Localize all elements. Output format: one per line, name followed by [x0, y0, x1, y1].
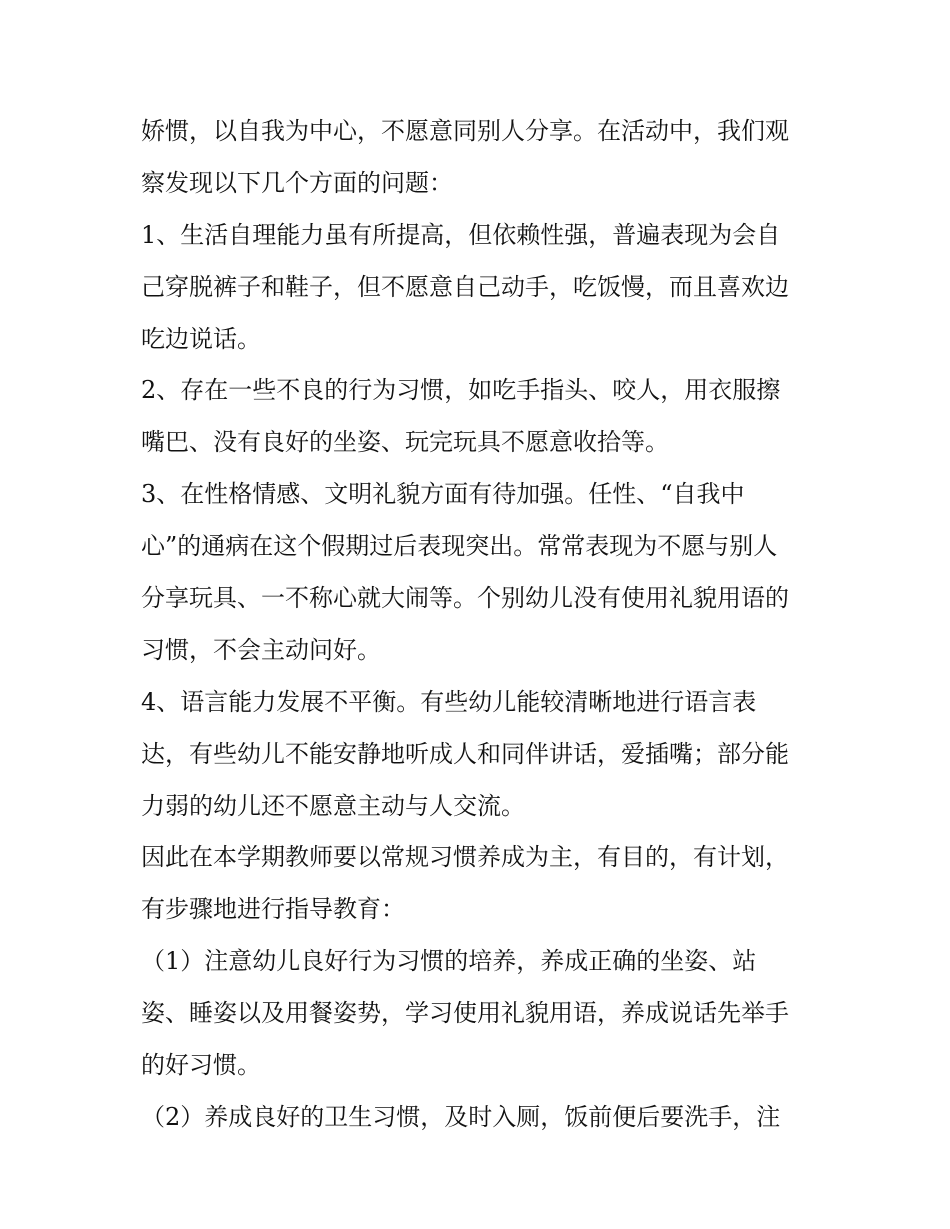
- text-line: （2）养成良好的卫生习惯，及时入厕，饭前便后要洗手，注: [141, 1102, 781, 1131]
- text-line: 1、生活自理能力虽有所提高，但依赖性强，普遍表现为会自: [141, 220, 781, 249]
- text-line: 姿、睡姿以及用餐姿势，学习使用礼貌用语，养成说话先举手: [141, 999, 789, 1028]
- text-line: 有步骤地进行指导教育：: [141, 895, 405, 924]
- text-line: 己穿脱裤子和鞋子，但不愿意自己动手，吃饭慢，而且喜欢边: [141, 272, 789, 301]
- text-line: 娇惯，以自我为中心，不愿意同别人分享。在活动中，我们观: [141, 117, 789, 145]
- text-line: 达，有些幼儿不能安静地听成人和同伴讲话，爱插嘴；部分能: [141, 739, 789, 768]
- text-line: 的好习惯。: [141, 1051, 261, 1080]
- text-line: 察发现以下几个方面的问题：: [141, 168, 453, 197]
- text-line: 因此在本学期教师要以常规习惯养成为主，有目的，有计划，: [141, 843, 789, 872]
- text-line: 习惯，不会主动问好。: [141, 635, 381, 664]
- text-line: 4、语言能力发展不平衡。有些幼儿能较清晰地进行语言表: [141, 687, 757, 716]
- text-line: 2、存在一些不良的行为习惯，如吃手指头、咬人，用衣服擦: [141, 376, 781, 405]
- text-line: 3、在性格情感、文明礼貌方面有待加强。任性、“自我中: [141, 480, 745, 509]
- text-line: （1）注意幼儿良好行为习惯的培养，养成正确的坐姿、站: [141, 947, 757, 976]
- text-line: 嘴巴、没有良好的坐姿、玩完玩具不愿意收拾等。: [141, 428, 669, 457]
- document-body: [141, 106, 821, 1144]
- text-line: 吃边说话。: [141, 324, 261, 353]
- text-line: 力弱的幼儿还不愿意主动与人交流。: [141, 791, 525, 820]
- text-line: 分享玩具、一不称心就大闹等。个别幼儿没有使用礼貌用语的: [141, 584, 789, 613]
- text-line: 心”的通病在这个假期过后表现突出。常常表现为不愿与别人: [141, 532, 778, 561]
